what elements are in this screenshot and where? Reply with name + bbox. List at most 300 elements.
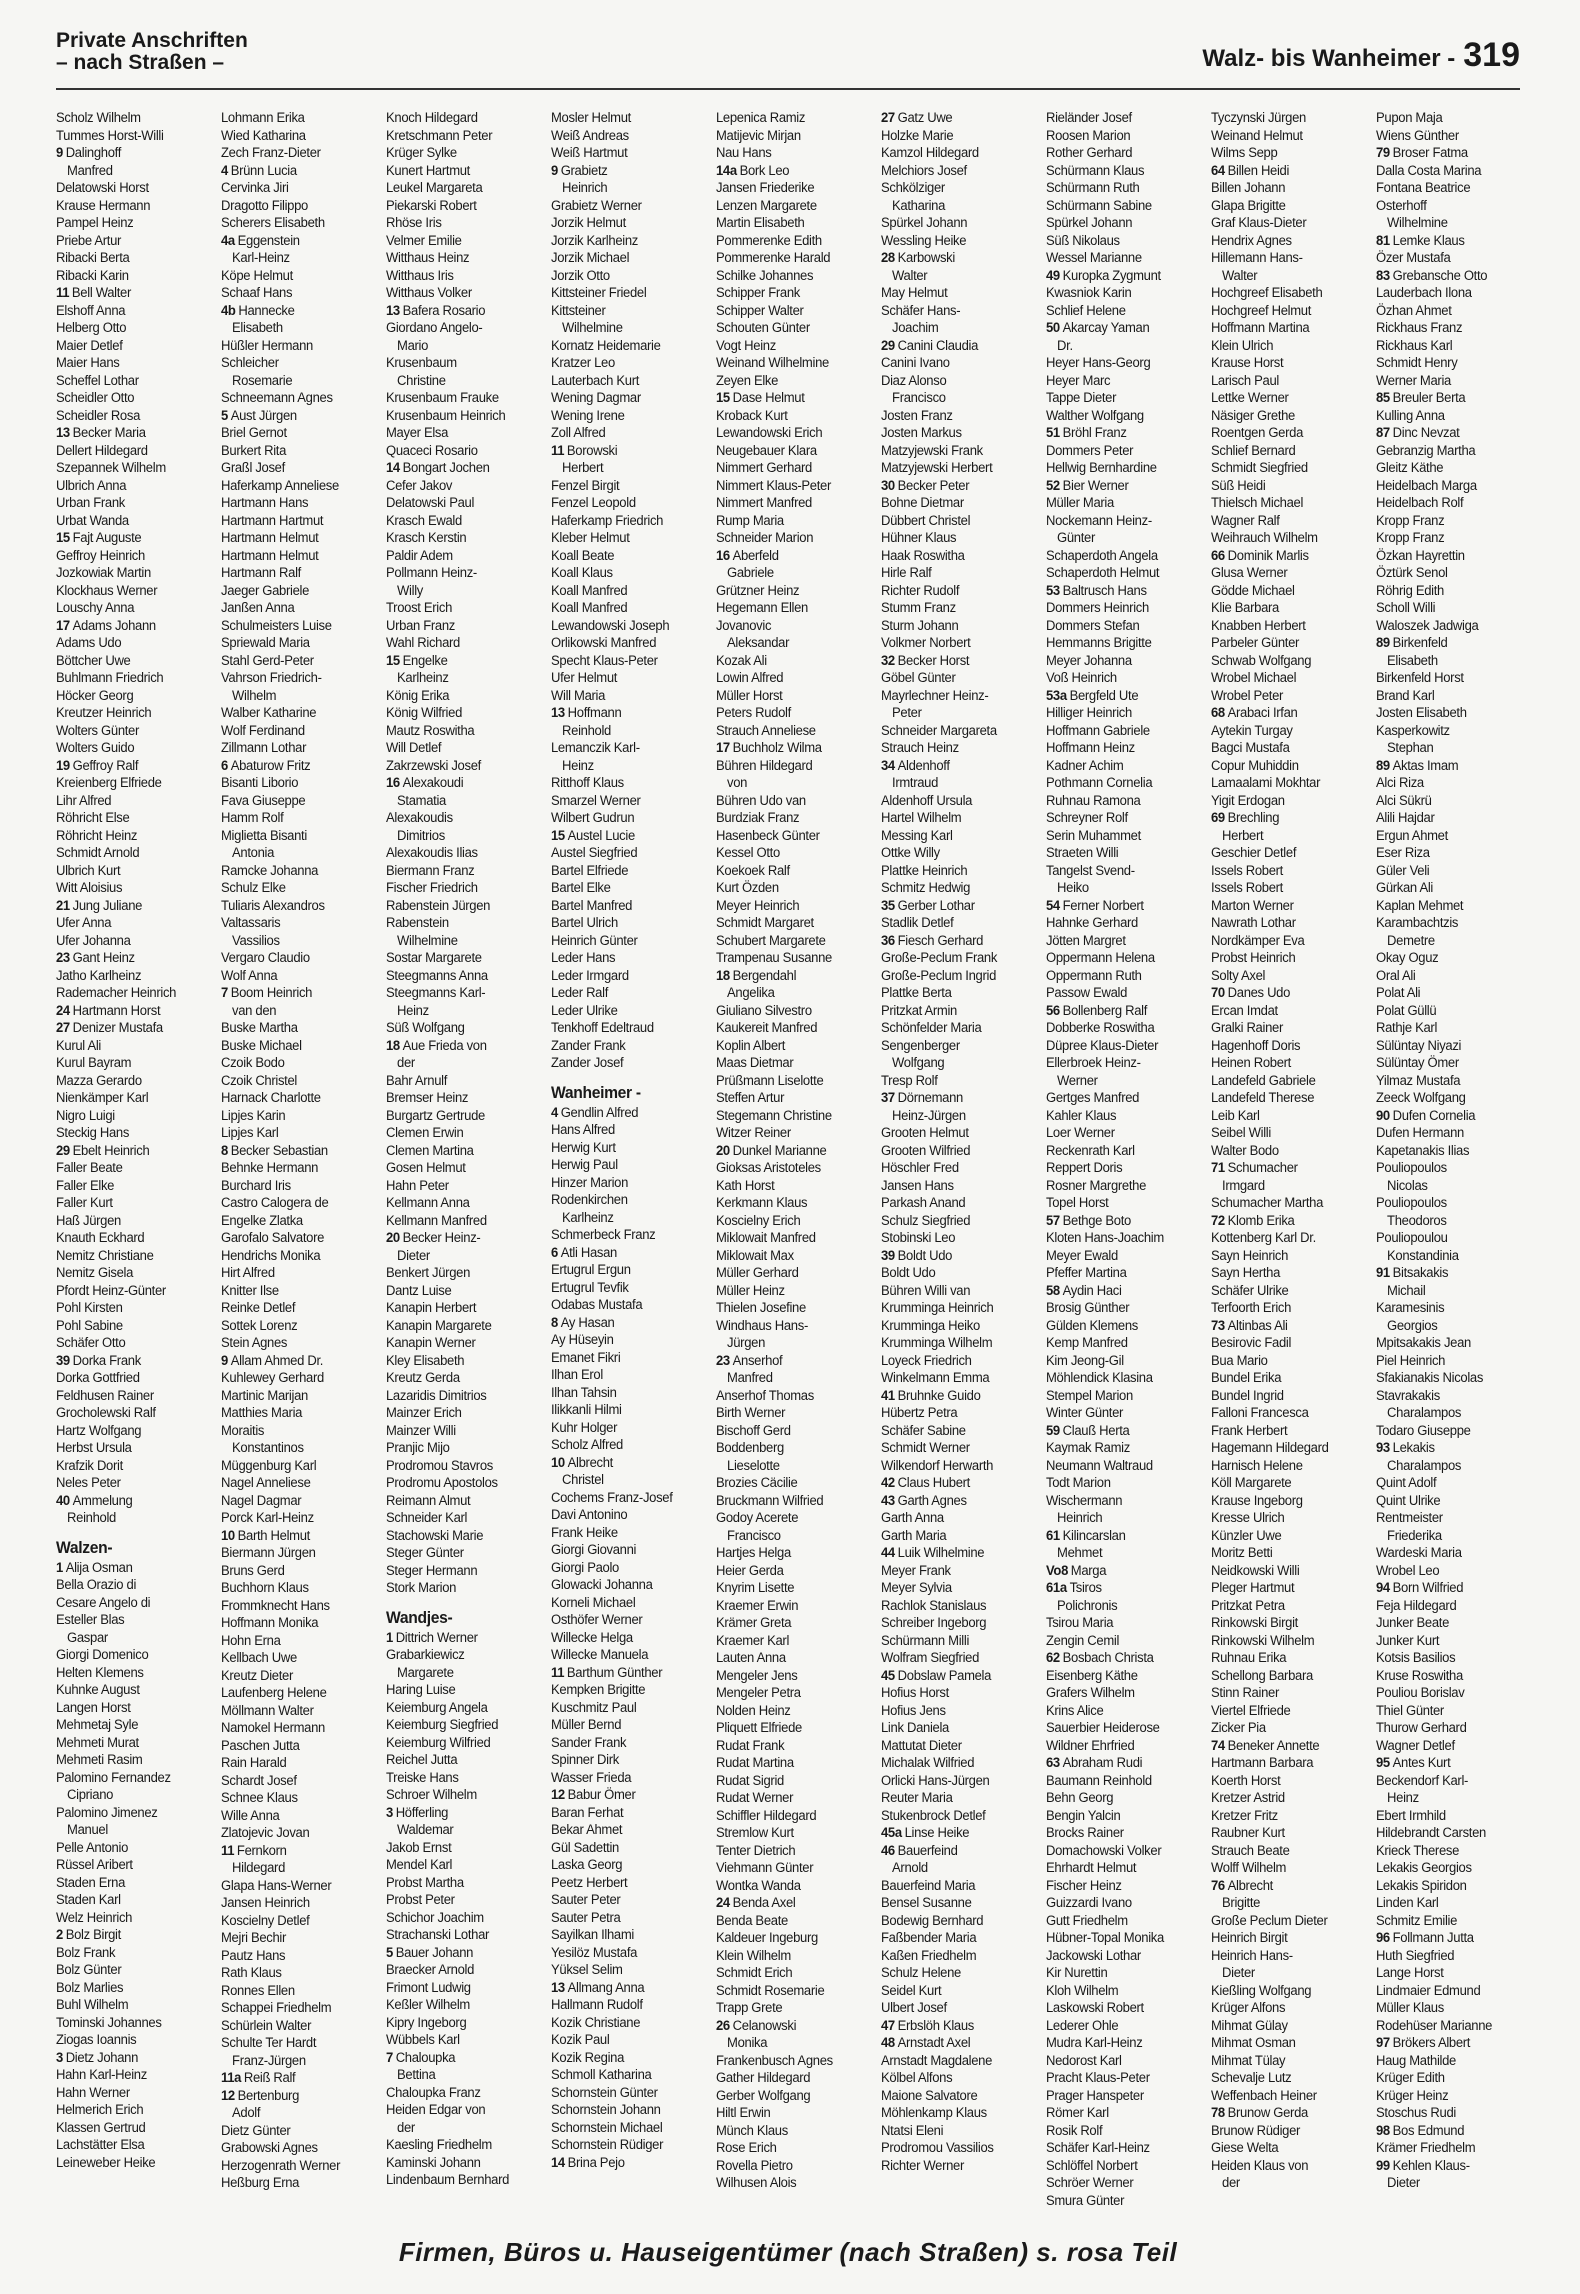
resident-entry: Behn Georg: [1046, 1790, 1114, 1806]
resident-entry: Kanapin Herbert: [386, 1300, 477, 1316]
resident-entry: Wessel Marianne: [1046, 250, 1142, 266]
resident-entry: Krumminga Wilhelm: [881, 1335, 993, 1351]
house-number: 57: [1046, 1212, 1060, 1229]
resident-entry: Quaceci Rosario: [386, 442, 478, 459]
resident-entry: Mengeler Petra: [716, 1685, 801, 1701]
resident-entry: Neidkowski Willi: [1211, 1562, 1300, 1579]
resident-entry: Hahn Werner: [56, 2084, 130, 2101]
resident-entry: Besirovic Fadil: [1211, 1335, 1292, 1351]
resident-entry: Mpitsakakis Jean: [1376, 1335, 1471, 1351]
house-number: 39: [881, 1247, 895, 1264]
resident-entry: Frank Heike: [551, 1524, 618, 1541]
entry-continuation: Georgios: [1387, 1317, 1438, 1334]
resident-entry: Anserhof Thomas: [716, 1387, 814, 1404]
resident-entry: Knabben Herbert: [1211, 617, 1306, 634]
resident-entry: [881, 1493, 1030, 1511]
resident-name: Anserhof: [732, 1352, 783, 1369]
resident-name: Kehlen Klaus-: [1392, 2157, 1470, 2174]
resident-name: Abraham Rudi: [1062, 1755, 1143, 1771]
resident-entry: Behnke Hermann: [221, 1160, 319, 1176]
resident-entry: Reuter Maria: [881, 1790, 953, 1806]
resident-name: Dunkel Marianne: [732, 1142, 827, 1159]
house-number: 36: [881, 932, 895, 949]
resident-entry: Pouliopoulou: [1376, 1230, 1448, 1246]
resident-entry: [1211, 1213, 1360, 1231]
resident-entry: Wübbels Karl: [386, 2032, 460, 2048]
resident-entry: Schneemann Agnes: [221, 390, 333, 406]
resident-entry: Grafers Wilhelm: [1046, 1685, 1135, 1701]
resident-entry: Knitter Ilse: [221, 1282, 279, 1299]
resident-entry: Hiltl Erwin: [716, 2105, 771, 2121]
listing-column: [56, 110, 218, 2220]
resident-entry: [1046, 1003, 1195, 1021]
house-number: 76: [1211, 1877, 1225, 1894]
resident-entry: Kim Jeong-Gil: [1046, 1352, 1124, 1369]
resident-entry: [1376, 2123, 1525, 2141]
resident-entry: Schornstein Michael: [551, 2119, 663, 2136]
house-number: 9: [551, 162, 558, 179]
resident-entry: Ilhan Tahsin: [551, 1384, 617, 1401]
resident-entry: Lauten Anna: [716, 1650, 786, 1666]
resident-entry: Vogt Heinz: [716, 337, 776, 354]
resident-entry: Kölbel Alfons: [881, 2070, 953, 2086]
resident-entry: Straeten Willi: [1046, 845, 1119, 861]
resident-name: Grebansche Otto: [1392, 267, 1488, 284]
resident-entry: Hühner Klaus: [881, 530, 957, 546]
entry-continuation: Manfred: [727, 1370, 773, 1386]
resident-entry: Heyer Marc: [1046, 372, 1111, 389]
resident-name: Follmann Jutta: [1392, 1930, 1474, 1946]
entry-continuation: Waldemar: [397, 1822, 454, 1838]
resident-entry: Hendrix Agnes: [1211, 232, 1292, 249]
resident-entry: Wontka Wanda: [716, 1877, 801, 1894]
house-number: 13: [386, 302, 400, 319]
resident-entry: [1376, 390, 1525, 408]
resident-entry: Ottke Willy: [881, 845, 940, 861]
resident-entry: Josten Elisabeth: [1376, 705, 1467, 721]
resident-entry: Schkölziger: [881, 180, 945, 196]
resident-entry: Jansen Hans: [881, 1177, 954, 1194]
resident-entry: Probst Heinrich: [1211, 950, 1296, 966]
resident-entry: Wrobel Michael: [1211, 670, 1297, 686]
resident-entry: Kir Nurettin: [1046, 1965, 1108, 1981]
resident-entry: Heinrich Birgit: [1211, 1930, 1288, 1946]
resident-entry: König Erika: [386, 687, 450, 704]
resident-entry: Krafzik Dorit: [56, 1457, 123, 1474]
resident-entry: Ruhnau Erika: [1211, 1650, 1287, 1666]
resident-entry: Landefeld Gabriele: [1211, 1072, 1316, 1089]
resident-entry: Schroer Wilhelm: [386, 1787, 477, 1803]
resident-name: Abaturow Fritz: [230, 757, 311, 774]
resident-entry: Ellerbroek Heinz-: [1046, 1055, 1141, 1071]
resident-entry: Birkenfeld Horst: [1376, 670, 1464, 686]
resident-entry: [221, 2070, 370, 2088]
resident-entry: [221, 1353, 370, 1371]
resident-entry: [881, 1825, 1030, 1843]
resident-entry: Lauterbach Kurt: [551, 372, 640, 389]
listing-column: [881, 110, 1043, 2220]
resident-entry: Gürkan Ali: [1376, 880, 1433, 896]
resident-entry: Feldhusen Rainer: [56, 1387, 154, 1404]
resident-entry: Boldt Udo: [881, 1265, 936, 1281]
entry-continuation: Dr.: [1057, 337, 1073, 354]
entry-continuation: Cipriano: [67, 1787, 114, 1803]
resident-name: Albrecht: [567, 1454, 613, 1471]
resident-entry: [1046, 1755, 1195, 1773]
house-number: 91: [1376, 1265, 1390, 1281]
resident-entry: Schreyner Rolf: [1046, 810, 1128, 826]
resident-entry: Giordano Angelo-: [386, 320, 483, 336]
entry-continuation: Heinz-Jürgen: [892, 1107, 966, 1124]
resident-entry: Janßen Anna: [221, 600, 295, 616]
resident-entry: Karamesinis: [1376, 1300, 1445, 1316]
resident-entry: Kaldeuer Ingeburg: [716, 1930, 818, 1946]
resident-entry: Bartel Manfred: [551, 897, 633, 914]
resident-entry: Pliquett Elfriede: [716, 1720, 802, 1736]
resident-entry: Sfakianakis Nicolas: [1376, 1370, 1484, 1386]
resident-entry: Vergaro Claudio: [221, 950, 310, 966]
resident-entry: Maione Salvatore: [881, 2087, 978, 2104]
entry-continuation: Gabriele: [727, 565, 774, 581]
resident-entry: Paldir Adem: [386, 547, 453, 564]
page-header: [56, 30, 1520, 88]
resident-entry: Schiffler Hildegard: [716, 1807, 817, 1824]
resident-entry: Heidelbach Rolf: [1376, 495, 1464, 511]
resident-entry: Krins Alice: [1046, 1702, 1104, 1719]
resident-entry: Harnack Charlotte: [221, 1090, 321, 1106]
entry-continuation: Dimitrios: [397, 827, 445, 844]
entry-continuation: Arnold: [892, 1860, 928, 1876]
resident-entry: Scherers Elisabeth: [221, 215, 325, 231]
house-number: 8: [221, 1142, 228, 1159]
resident-entry: Bruns Gerd: [221, 1562, 285, 1579]
resident-entry: Kurul Ali: [56, 1037, 101, 1054]
resident-entry: Jozkowiak Martin: [56, 565, 151, 581]
resident-entry: [551, 1980, 700, 1998]
resident-entry: Zoll Alfred: [551, 425, 606, 441]
resident-entry: Spürkel Johann: [1046, 215, 1133, 231]
resident-entry: Alili Hajdar: [1376, 810, 1435, 826]
resident-entry: Kanapin Werner: [386, 1335, 476, 1351]
resident-name: Alexakoudi: [402, 775, 464, 791]
resident-name: Dominik Marlis: [1227, 547, 1309, 564]
resident-entry: Holzke Marie: [881, 127, 954, 144]
resident-entry: Werner Maria: [1376, 372, 1451, 389]
resident-entry: Maier Hans: [56, 355, 120, 371]
resident-entry: Dalla Costa Marina: [1376, 162, 1482, 179]
resident-entry: Zicker Pia: [1211, 1720, 1266, 1736]
resident-entry: Kessel Otto: [716, 845, 780, 861]
resident-entry: Höcker Georg: [56, 687, 134, 704]
resident-entry: [56, 530, 205, 548]
resident-entry: Ribacki Karin: [56, 267, 129, 284]
resident-entry: Matthies Maria: [221, 1405, 303, 1421]
resident-entry: Grooten Helmut: [881, 1125, 969, 1141]
resident-entry: Paschen Jutta: [221, 1737, 300, 1754]
entry-continuation: der: [397, 2119, 415, 2136]
resident-entry: Knauth Eckhard: [56, 1230, 145, 1246]
entry-continuation: Dieter: [1387, 2175, 1420, 2191]
resident-entry: Parbeler Günter: [1211, 635, 1300, 651]
resident-entry: Wolters Günter: [56, 722, 140, 739]
entry-continuation: Joachim: [892, 320, 939, 336]
resident-entry: Nemitz Christiane: [56, 1247, 154, 1264]
resident-entry: Josten Franz: [881, 407, 953, 424]
resident-entry: Stegemann Christine: [716, 1107, 832, 1124]
resident-entry: Landefeld Therese: [1211, 1090, 1315, 1106]
resident-name: Billen Heidi: [1227, 162, 1290, 179]
resident-entry: Nienkämper Karl: [56, 1090, 149, 1106]
resident-entry: Benda Beate: [716, 1912, 788, 1929]
resident-entry: Ulbert Josef: [881, 2000, 947, 2016]
resident-entry: Rüssel Aribert: [56, 1857, 133, 1873]
resident-entry: Ercan Imdat: [1211, 1002, 1278, 1019]
resident-entry: Orlicki Hans-Jürgen: [881, 1772, 990, 1789]
resident-entry: Zech Franz-Dieter: [221, 145, 321, 161]
resident-entry: Kuhr Holger: [551, 1419, 618, 1436]
resident-entry: Tyczynski Jürgen: [1211, 110, 1306, 126]
resident-entry: Bisanti Liborio: [221, 775, 299, 791]
resident-entry: Raubner Kurt: [1211, 1825, 1285, 1841]
entry-continuation: Angelika: [727, 985, 775, 1001]
resident-name: Bier Werner: [1062, 477, 1129, 494]
resident-entry: Pfordt Heinz-Günter: [56, 1282, 166, 1299]
resident-entry: Jorzik Helmut: [551, 215, 626, 231]
resident-name: Brechling: [1227, 810, 1280, 826]
resident-entry: Möllmann Walter: [221, 1702, 314, 1719]
resident-entry: Dübbert Christel: [881, 512, 971, 529]
resident-entry: Koscielny Detlef: [221, 1912, 310, 1929]
resident-entry: Fontana Beatrice: [1376, 180, 1471, 196]
resident-entry: Pelle Antonio: [56, 1839, 129, 1856]
resident-name: Reiß Ralf: [243, 2070, 296, 2086]
resident-entry: [56, 1560, 205, 1578]
resident-entry: Nordkämper Eva: [1211, 932, 1305, 949]
resident-name: Grabietz: [560, 162, 608, 179]
resident-entry: Lazaridis Dimitrios: [386, 1387, 487, 1404]
resident-entry: Oral Ali: [1376, 967, 1416, 984]
resident-entry: Huth Siegfried: [1376, 1947, 1455, 1964]
street-heading: Wanheimer -: [551, 1082, 641, 1102]
resident-entry: Pommerenke Harald: [716, 250, 831, 266]
resident-entry: Dellert Hildegard: [56, 442, 148, 459]
entry-continuation: Theodoros: [1387, 1212, 1447, 1229]
resident-entry: Rademacher Heinrich: [56, 985, 177, 1001]
house-number: 13: [56, 425, 70, 441]
resident-entry: Zeyen Elke: [716, 372, 779, 389]
entry-continuation: Hildegard: [232, 1860, 286, 1876]
resident-entry: Kunert Hartmut: [386, 162, 470, 179]
house-number: 71: [1211, 1160, 1225, 1176]
house-number: 24: [56, 1002, 70, 1019]
resident-entry: Willecke Helga: [551, 1629, 633, 1646]
resident-entry: Kath Horst: [716, 1177, 775, 1194]
resident-entry: Schellong Barbara: [1211, 1667, 1313, 1684]
resident-entry: Düpree Klaus-Dieter: [1046, 1037, 1159, 1054]
resident-entry: Jorzik Karlheinz: [551, 232, 638, 249]
resident-entry: Jorzik Michael: [551, 250, 630, 266]
entry-continuation: Wilhelm: [232, 687, 277, 704]
resident-entry: Neugebauer Klara: [716, 442, 817, 459]
resident-entry: Röhricht Heinz: [56, 827, 138, 844]
resident-entry: Schaaf Hans: [221, 285, 293, 301]
resident-entry: Ufer Johanna: [56, 932, 131, 949]
resident-entry: Guizzardi Ivano: [1046, 1895, 1132, 1911]
resident-entry: Schipper Frank: [716, 285, 801, 301]
resident-entry: Strauch Heinz: [881, 740, 959, 756]
resident-entry: Schumacher Martha: [1211, 1195, 1324, 1211]
resident-entry: Porck Karl-Heinz: [221, 1510, 314, 1526]
house-number: 16: [386, 775, 400, 791]
resident-entry: Czoik Bodo: [221, 1055, 285, 1071]
resident-entry: Stempel Marion: [1046, 1387, 1133, 1404]
resident-name: Geffroy Ralf: [72, 757, 139, 774]
house-number: 15: [551, 827, 565, 844]
resident-entry: Velmer Emilie: [386, 232, 462, 249]
entry-continuation: Heiko: [1057, 880, 1089, 896]
resident-entry: Wildner Ehrfried: [1046, 1737, 1135, 1754]
resident-entry: Schürlein Walter: [221, 2017, 312, 2034]
resident-entry: Oppermann Ruth: [1046, 967, 1142, 984]
resident-entry: Bohne Dietmar: [881, 495, 964, 511]
resident-name: Tsiros: [1069, 1580, 1102, 1596]
house-number: 87: [1376, 425, 1390, 441]
resident-entry: [716, 740, 865, 758]
resident-entry: Prodromu Apostolos: [386, 1475, 498, 1491]
house-number: 66: [1211, 547, 1225, 564]
resident-entry: [386, 2050, 535, 2068]
resident-entry: Hagenhoff Doris: [1211, 1037, 1301, 1054]
resident-entry: Winter Günter: [1046, 1405, 1124, 1421]
resident-entry: Wilkendorf Herwarth: [881, 1457, 994, 1474]
resident-entry: Wagner Detlef: [1376, 1737, 1455, 1754]
resident-entry: Palomino Fernandez: [56, 1769, 171, 1786]
resident-entry: Mayrlechner Heinz-: [881, 687, 989, 704]
resident-entry: Jansen Friederike: [716, 180, 815, 196]
resident-entry: Viertel Elfriede: [1211, 1702, 1291, 1719]
entry-continuation: Wilhelmine: [397, 932, 458, 949]
resident-entry: Clemen Martina: [386, 1142, 474, 1159]
entry-continuation: Karl-Heinz: [232, 250, 290, 266]
entry-continuation: Jürgen: [727, 1335, 766, 1351]
resident-entry: Schleicher: [221, 355, 279, 371]
resident-entry: Schappei Friedhelm: [221, 2000, 332, 2016]
resident-entry: [1376, 1755, 1525, 1773]
resident-entry: Frommknecht Hans: [221, 1597, 330, 1614]
resident-entry: Mainzer Erich: [386, 1405, 462, 1421]
resident-entry: Reckenrath Karl: [1046, 1142, 1135, 1159]
resident-entry: Laufenberg Helene: [221, 1685, 327, 1701]
resident-name: Becker Maria: [72, 425, 146, 441]
resident-entry: Zeeck Wolfgang: [1376, 1090, 1466, 1106]
resident-entry: Schäfer Hans-: [881, 302, 961, 319]
resident-entry: [551, 1455, 700, 1473]
resident-entry: Mendel Karl: [386, 1857, 453, 1873]
entry-continuation: Heinrich: [562, 180, 608, 196]
resident-name: Atli Hasan: [560, 1244, 617, 1261]
resident-entry: Kittsteiner Friedel: [551, 285, 647, 301]
entry-continuation: Heinrich: [1057, 1510, 1103, 1526]
resident-entry: Hartmann Hartmut: [221, 512, 324, 529]
resident-entry: Rieländer Josef: [1046, 110, 1132, 126]
house-number: 51: [1046, 425, 1060, 441]
resident-entry: Haug Mathilde: [1376, 2052, 1456, 2069]
resident-name: Lekakis: [1392, 1440, 1435, 1456]
resident-entry: [881, 898, 1030, 916]
resident-entry: Schlöffel Norbert: [1046, 2157, 1138, 2174]
resident-entry: Hahn Karl-Heinz: [56, 2067, 147, 2083]
resident-entry: Godoy Acerete: [716, 1510, 799, 1526]
entry-continuation: Nicolas: [1387, 1177, 1428, 1194]
resident-entry: Ufer Helmut: [551, 670, 618, 686]
resident-name: Adams Johann: [72, 617, 156, 634]
resident-entry: Graßl Josef: [221, 460, 285, 476]
resident-entry: Arnstadt Magdalene: [881, 2052, 993, 2069]
resident-name: Broser Fatma: [1392, 145, 1468, 161]
resident-entry: Krüger Edith: [1376, 2070, 1445, 2086]
entry-continuation: Konstantinos: [232, 1440, 304, 1456]
resident-entry: Mehmeti Rasim: [56, 1752, 143, 1768]
resident-entry: Bua Mario: [1211, 1352, 1268, 1369]
resident-entry: Mihmat Gülay: [1211, 2017, 1288, 2034]
resident-entry: Kroback Kurt: [716, 407, 788, 424]
resident-entry: Prodromou Stavros: [386, 1457, 493, 1474]
resident-entry: Koekoek Ralf: [716, 862, 790, 879]
resident-entry: [56, 1927, 205, 1945]
street-range-heading: [1202, 36, 1520, 75]
resident-entry: Wilhusen Alois: [716, 2175, 797, 2191]
resident-entry: [221, 233, 370, 251]
resident-entry: Mengeler Jens: [716, 1667, 798, 1684]
resident-name: Luik Wilhelmine: [897, 1545, 985, 1561]
entry-continuation: Wilhelmine: [1387, 215, 1448, 231]
resident-entry: Kozik Christiane: [551, 2014, 641, 2031]
house-number: 81: [1376, 232, 1390, 249]
resident-name: Dufen Cornelia: [1392, 1107, 1476, 1124]
resident-entry: Mehmetaj Syle: [56, 1717, 139, 1733]
house-number: 56: [1046, 1002, 1060, 1019]
resident-entry: Rain Harald: [221, 1755, 287, 1771]
resident-name: Bergendahl: [732, 967, 797, 984]
resident-entry: Schürmann Sabine: [1046, 197, 1152, 214]
resident-entry: Ziogas Ioannis: [56, 2032, 137, 2048]
resident-entry: [1046, 1283, 1195, 1301]
resident-entry: Marton Werner: [1211, 897, 1294, 914]
resident-entry: Lihr Alfred: [56, 792, 112, 809]
resident-entry: Sengenberger: [881, 1037, 960, 1054]
resident-entry: Solty Axel: [1211, 967, 1266, 984]
resident-entry: Nockemann Heinz-: [1046, 512, 1152, 529]
resident-entry: Karambachtzis: [1376, 915, 1459, 931]
resident-entry: Wardeski Maria: [1376, 1545, 1462, 1561]
resident-entry: Glapa Hans-Werner: [221, 1877, 332, 1894]
entry-continuation: Dieter: [397, 1247, 430, 1264]
resident-name: Bruhnke Guido: [897, 1387, 981, 1404]
resident-name: Babur Ömer: [567, 1787, 636, 1803]
resident-entry: Schneider Margareta: [881, 722, 997, 739]
resident-name: Baltrusch Hans: [1062, 582, 1147, 599]
resident-entry: [386, 775, 535, 793]
resident-entry: Clemen Erwin: [386, 1125, 464, 1141]
resident-name: Ay Hasan: [560, 1314, 615, 1331]
resident-entry: Schlief Bernard: [1211, 442, 1296, 459]
house-number: 1: [56, 1559, 63, 1576]
resident-entry: Benkert Jürgen: [386, 1265, 471, 1281]
resident-entry: Scholl Willi: [1376, 600, 1436, 616]
resident-entry: Giorgi Domenico: [56, 1647, 149, 1663]
resident-name: Dinc Nevzat: [1392, 425, 1460, 441]
resident-entry: Orlikowski Manfred: [551, 635, 657, 651]
